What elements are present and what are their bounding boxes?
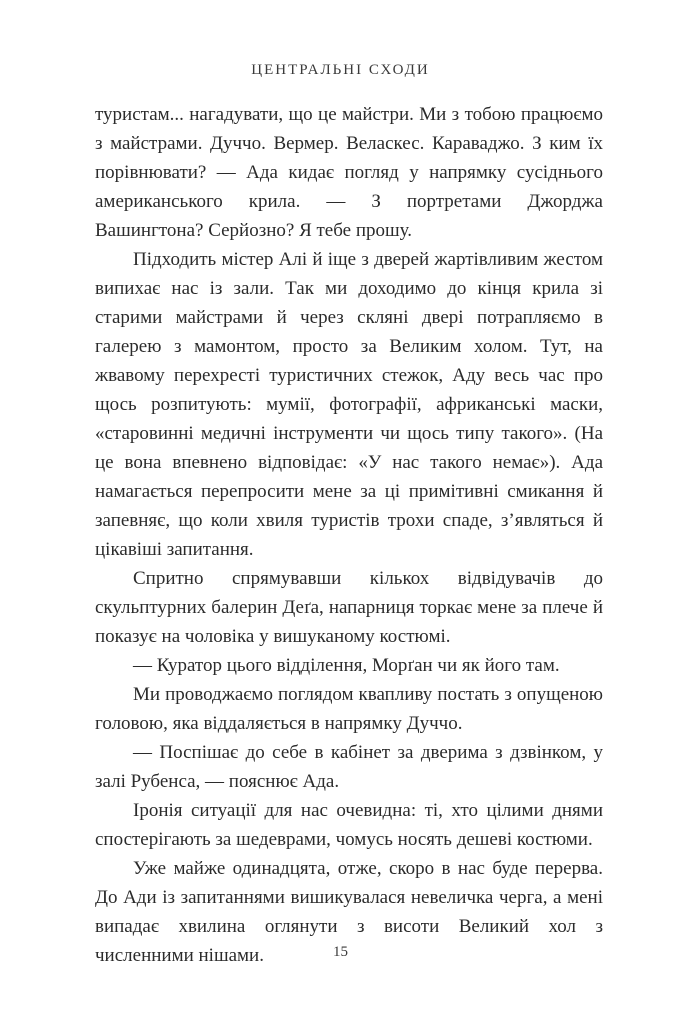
paragraph: — Куратор цього відділення, Морґан чи як його там.	[133, 655, 560, 676]
page-number: 15	[333, 944, 348, 960]
running-header: ЦЕНТРАЛЬНІ СХОДИ	[251, 62, 430, 78]
paragraph: туристам... нагадувати, що це майстри. Ми з тобою працюємо з майстрами. Дуччо. Вермер. Веласкес. Караваджо. З ким їх порівнювати? — Ада кидає погляд у напрямку сусіднього американського крила. — З портретами Джорджа Вашингтона? Серйозно? Я тебе прошу.	[95, 104, 603, 241]
paragraph: Ми проводжаємо поглядом квапливу постать з опущеною головою, яка віддаляється в напрямку Дуччо.	[95, 684, 603, 734]
paragraph: Уже майже одинадцята, отже, скоро в нас буде перерва. До Ади із запитаннями вишикувалася невеличка черга, а мені випадає хвилина оглянути з висоти Великий хол з численними нішами.	[95, 858, 603, 966]
paragraph: Спритно спрямувавши кількох відвідувачів до скульптурних балерин Деґа, напарниця торкає мене за плече й показує на чоловіка у вишуканому костюмі.	[95, 568, 603, 647]
paragraph: Іронія ситуації для нас очевидна: ті, хто цілими днями спостерігають за шедеврами, чомусь носять дешеві костюми.	[95, 800, 603, 850]
paragraph: Підходить містер Алі й іще з дверей жартівливим жестом випихає нас із зали. Так ми доходимо до кінця крила зі старими майстрами й через скляні двері потрапляємо в галерею з мамонтом, просто за Великим холом. Тут, на жвавому перехресті туристичних стежок, Аду весь час про щось розпитують: мумії, фотографії, африканські маски, «старовинні медичні інструменти чи щось типу такого». (На це вона впевнено відповідає: «У нас такого немає»). Ада намагається перепросити мене за ці примітивні смикання й запевняє, що коли хвиля туристів трохи спаде, з’являться й цікавіші запитання.	[95, 249, 603, 560]
page-body	[95, 100, 603, 970]
paragraph: — Поспішає до себе в кабінет за дверима з дзвінком, у залі Рубенса, — пояснює Ада.	[95, 742, 603, 792]
